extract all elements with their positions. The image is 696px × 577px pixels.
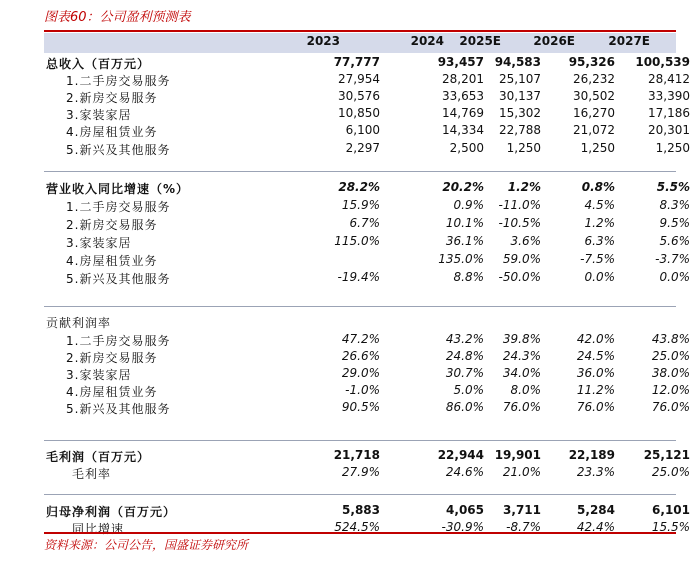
table-cell: 15,302 [499, 106, 541, 120]
table-cell: 47.2% [341, 332, 380, 346]
bottom-rule [44, 532, 676, 534]
row-label: 同比增速 [72, 522, 125, 536]
table-cell: 76.0% [651, 400, 690, 414]
table-cell: 6,101 [652, 503, 690, 517]
row-label: 5.新兴及其他服务 [66, 143, 171, 157]
table-cell: 11.2% [576, 383, 615, 397]
table-cell: 10.1% [445, 216, 484, 230]
table-cell: 6,100 [345, 123, 380, 137]
table-row [44, 520, 690, 537]
row-label: 4.房屋租赁业务 [66, 125, 158, 139]
table-cell: 22,944 [437, 448, 484, 462]
table-cell: 94,583 [494, 55, 541, 69]
table-cell: 28,201 [442, 72, 484, 86]
table-row [44, 123, 690, 140]
table-row [44, 106, 690, 123]
row-label: 1.二手房交易服务 [66, 334, 171, 348]
row-label: 5.新兴及其他服务 [66, 272, 171, 286]
table-cell: 21,072 [573, 123, 615, 137]
table-cell: 30,502 [573, 89, 615, 103]
table-cell: 76.0% [576, 400, 615, 414]
table-cell: -3.7% [655, 252, 690, 266]
table-cell: 135.0% [438, 252, 484, 266]
row-label: 4.房屋租赁业务 [66, 385, 158, 399]
table-cell: 28.2% [338, 180, 380, 194]
row-label: 总收入（百万元） [46, 57, 151, 71]
table-cell: 27,954 [338, 72, 380, 86]
table-cell: 14,334 [442, 123, 484, 137]
table-cell: 30,137 [499, 89, 541, 103]
table-cell: 15.5% [651, 520, 690, 534]
table-cell: 5.0% [453, 383, 484, 397]
row-label: 4.房屋租赁业务 [66, 254, 158, 268]
table-cell: 6.3% [584, 234, 615, 248]
table-cell: 115.0% [334, 234, 380, 248]
col-header: 2024 [410, 34, 444, 48]
table-row [44, 448, 690, 465]
row-label: 1.二手房交易服务 [66, 74, 171, 88]
table-cell: 24.8% [445, 349, 484, 363]
table-cell: 86.0% [445, 400, 484, 414]
table-cell: 15.9% [341, 198, 380, 212]
table-cell: 1.2% [507, 180, 541, 194]
table-cell: 29.0% [341, 366, 380, 380]
table-cell: 9.5% [659, 216, 690, 230]
table-row [44, 234, 690, 251]
section-divider [44, 171, 676, 172]
table-cell: 8.3% [659, 198, 690, 212]
figure-title: 图表60：公司盈利预测表 [44, 10, 191, 25]
table-cell: -10.5% [498, 216, 541, 230]
table-cell: 24.3% [502, 349, 541, 363]
table-cell: -1.0% [345, 383, 380, 397]
table-cell: 38.0% [651, 366, 690, 380]
table-row [44, 503, 690, 520]
section-divider [44, 440, 676, 441]
table-row [44, 55, 690, 72]
table-cell: 1.2% [584, 216, 615, 230]
table-cell: 28,412 [648, 72, 690, 86]
table-row [44, 180, 690, 197]
table-row [44, 332, 690, 349]
table-cell: 23.3% [576, 465, 615, 479]
table-cell: 36.0% [576, 366, 615, 380]
table-cell: 42.0% [576, 332, 615, 346]
table-cell: -8.7% [506, 520, 541, 534]
table-cell: 25.0% [651, 349, 690, 363]
table-cell: 77,777 [333, 55, 380, 69]
table-cell: -19.4% [337, 270, 380, 284]
table-cell: -7.5% [580, 252, 615, 266]
table-cell: 24.5% [576, 349, 615, 363]
table-cell: -50.0% [498, 270, 541, 284]
col-header: 2023 [306, 34, 340, 48]
table-cell: 30,576 [338, 89, 380, 103]
table-row [44, 383, 690, 400]
table-cell: 12.0% [651, 383, 690, 397]
table-row [44, 89, 690, 106]
table-cell: 100,539 [635, 55, 690, 69]
row-label: 3.家装家居 [66, 368, 132, 382]
table-cell: 36.1% [445, 234, 484, 248]
table-cell: 0.9% [453, 198, 484, 212]
table-cell: 21.0% [502, 465, 541, 479]
table-cell: 5,284 [577, 503, 615, 517]
section-divider [44, 494, 676, 495]
table-row [44, 216, 690, 233]
table-cell: 59.0% [502, 252, 541, 266]
table-cell: 24.6% [445, 465, 484, 479]
row-label: 5.新兴及其他服务 [66, 402, 171, 416]
table-cell: 10,850 [338, 106, 380, 120]
table-cell: 43.2% [445, 332, 484, 346]
table-cell: 21,718 [333, 448, 380, 462]
row-label: 2.新房交易服务 [66, 91, 158, 105]
source-note: 资料来源：公司公告，国盛证券研究所 [44, 538, 249, 552]
row-label: 3.家装家居 [66, 236, 132, 250]
table-row [44, 198, 690, 215]
table-cell: 20.2% [442, 180, 484, 194]
table-cell: 0.0% [659, 270, 690, 284]
table-cell: -30.9% [441, 520, 484, 534]
table-cell: 1,250 [506, 141, 541, 155]
table-row [44, 366, 690, 383]
row-label: 2.新房交易服务 [66, 218, 158, 232]
table-row [44, 141, 690, 158]
table-row [44, 400, 690, 417]
row-label: 3.家装家居 [66, 108, 132, 122]
table-cell: 25,121 [643, 448, 690, 462]
col-header: 2025E [459, 34, 501, 48]
table-cell: 93,457 [437, 55, 484, 69]
table-cell: 2,297 [345, 141, 380, 155]
table-cell: 39.8% [502, 332, 541, 346]
table-cell: 34.0% [502, 366, 541, 380]
table-cell: 43.8% [651, 332, 690, 346]
table-cell: 95,326 [568, 55, 615, 69]
table-row [44, 72, 690, 89]
table-cell: 4,065 [446, 503, 484, 517]
table-cell: 6.7% [349, 216, 380, 230]
table-cell: 30.7% [445, 366, 484, 380]
table-cell: 17,186 [648, 106, 690, 120]
table-cell: 76.0% [502, 400, 541, 414]
row-label: 毛利润（百万元） [46, 450, 151, 464]
row-label: 归母净利润（百万元） [46, 505, 177, 519]
table-cell: 8.0% [510, 383, 541, 397]
table-cell: 20,301 [648, 123, 690, 137]
col-header: 2026E [533, 34, 575, 48]
table-cell: 3,711 [503, 503, 541, 517]
table-cell: 26.6% [341, 349, 380, 363]
section-divider [44, 306, 676, 307]
table-row [44, 349, 690, 366]
table-cell: 42.4% [576, 520, 615, 534]
table-cell: 1,250 [655, 141, 690, 155]
table-cell: 22,788 [499, 123, 541, 137]
table-cell: 26,232 [573, 72, 615, 86]
table-cell: -11.0% [498, 198, 541, 212]
table-cell: 25.0% [651, 465, 690, 479]
table-cell: 0.8% [581, 180, 615, 194]
table-row [44, 270, 690, 287]
table-cell: 19,901 [494, 448, 541, 462]
table-row [44, 252, 690, 269]
row-label: 营业收入同比增速（%） [46, 182, 190, 196]
table-cell: 5.6% [659, 234, 690, 248]
row-label: 贡献利润率 [46, 316, 112, 330]
row-label: 1.二手房交易服务 [66, 200, 171, 214]
table-cell: 4.5% [584, 198, 615, 212]
table-cell: 3.6% [510, 234, 541, 248]
table-cell: 8.8% [453, 270, 484, 284]
table-cell: 5,883 [342, 503, 380, 517]
table-cell: 25,107 [499, 72, 541, 86]
top-rule [44, 30, 676, 32]
table-cell: 5.5% [656, 180, 690, 194]
table-cell: 33,390 [648, 89, 690, 103]
row-label: 2.新房交易服务 [66, 351, 158, 365]
table-cell: 27.9% [341, 465, 380, 479]
col-header: 2027E [608, 34, 650, 48]
table-cell: 90.5% [341, 400, 380, 414]
table-cell: 22,189 [568, 448, 615, 462]
table-cell: 524.5% [334, 520, 380, 534]
table-cell: 14,769 [442, 106, 484, 120]
table-cell: 1,250 [580, 141, 615, 155]
table-row [44, 465, 690, 482]
table-row [44, 314, 676, 331]
table-cell: 0.0% [584, 270, 615, 284]
row-label: 毛利率 [72, 467, 112, 481]
table-cell: 2,500 [449, 141, 484, 155]
table-cell: 33,653 [442, 89, 484, 103]
table-cell: 16,270 [573, 106, 615, 120]
